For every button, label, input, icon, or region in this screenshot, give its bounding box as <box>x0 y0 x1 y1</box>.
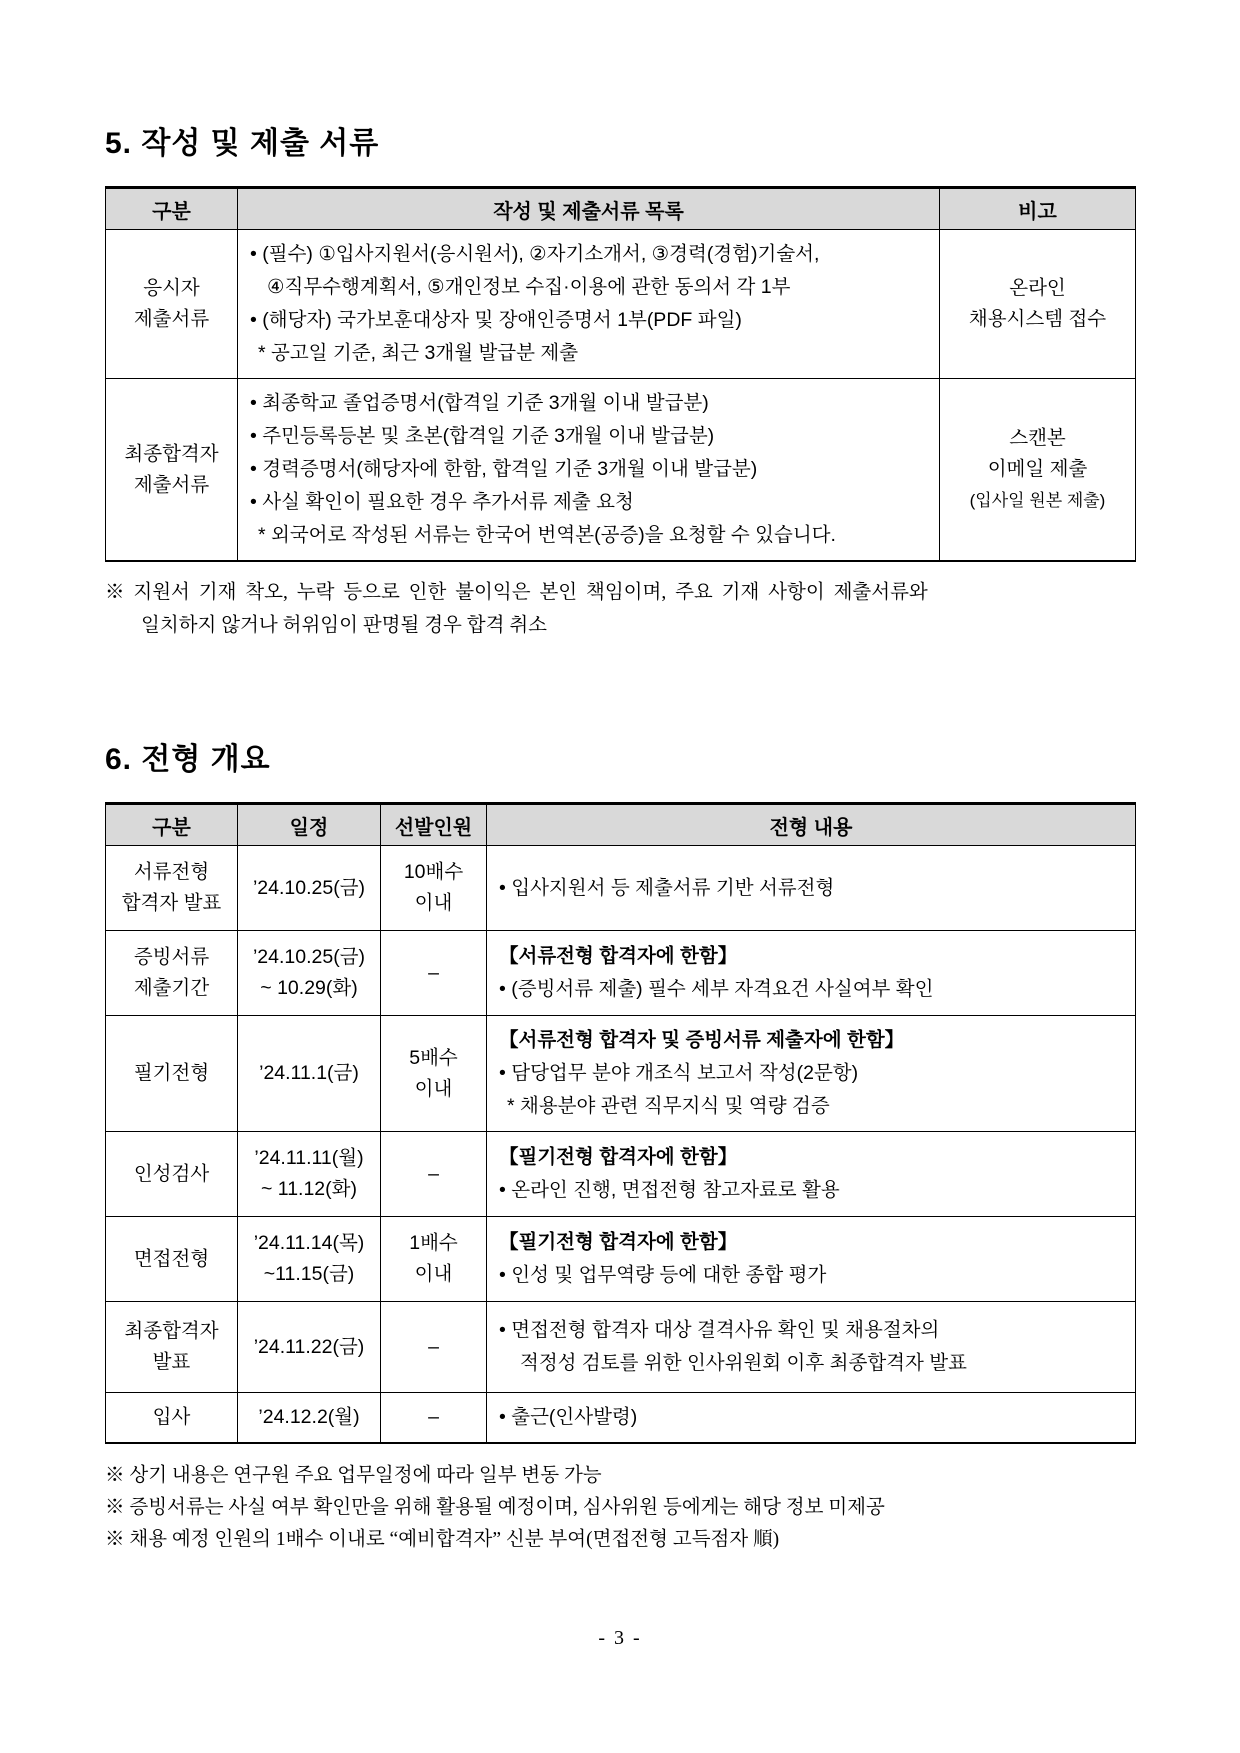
row-quota: – <box>381 1132 487 1217</box>
col-header-remark: 비고 <box>940 188 1136 230</box>
table-row-doc-screening <box>106 846 1136 931</box>
col-header-doc-list: 작성 및 제출서류 목록 <box>238 188 940 230</box>
row-category: 서류전형 합격자 발표 <box>106 846 238 931</box>
table-row-evidence-docs <box>106 931 1136 1016</box>
note-line: ※ 증빙서류는 사실 여부 확인만을 위해 활용될 예정이며, 심사위원 등에게는 해당 정보 미제공 <box>105 1497 885 1518</box>
col-header-category: 구분 <box>106 804 238 846</box>
row-schedule: ’24.11.14(목) ~11.15(금) <box>238 1217 381 1302</box>
table-row-applicant-docs <box>106 230 1136 379</box>
row-remark: 스캔본 이메일 제출 (입사일 원본 제출) <box>940 379 1136 562</box>
note-line: ※ 채용 예정 인원의 1배수 이내로 “예비합격자” 신분 부여(면접전형 고득점자 順) <box>105 1529 780 1550</box>
row-category: 면접전형 <box>106 1217 238 1302</box>
section5-note: ※ 지원서 기재 착오, 누락 등으로 인한 불이익은 본인 책임이며, 주요 기재 사항이 제출서류와 일치하지 않거나 허위임이 판명될 경우 합격 취소 <box>105 582 928 636</box>
row-category: 입사 <box>106 1393 238 1444</box>
row-content: • 최종학교 졸업증명서(합격일 기준 3개월 이내 발급분) • 주민등록등본 및 초본(합격일 기준 3개월 이내 발급분) • 경력증명서(해당자에 한함, 합격일 기준 3개월 이내 발급분) • 사실 확인이 필요한 경우 추가서류 제출 요청 * 외국어로 작성된 서류는 한국어 번역본(공증)을 요청할 수 있습니다. <box>238 379 940 562</box>
row-quota: 1배수 이내 <box>381 1217 487 1302</box>
table-row-interview <box>106 1217 1136 1302</box>
row-category: 증빙서류 제출기간 <box>106 931 238 1016</box>
row-schedule: ’24.11.22(금) <box>238 1302 381 1393</box>
page-number: - 3 - <box>598 1627 642 1649</box>
section5-title: 5. 작성 및 제출 서류 <box>105 127 380 160</box>
row-quota: 5배수 이내 <box>381 1016 487 1132</box>
row-category: 최종합격자 제출서류 <box>106 379 238 562</box>
row-content: • (필수) ①입사지원서(응시원서), ②자기소개서, ③경력(경험)기술서, ④직무수행계획서, ⑤개인정보 수집·이용에 관한 동의서 각 1부 • (해당자) 국가보훈대상자 및 장애인증명서 1부(PDF 파일) * 공고일 기준, 최근 3개월 발급분 제출 <box>238 230 940 379</box>
table-row-final-docs <box>106 379 1136 562</box>
table-row-joining <box>106 1393 1136 1444</box>
section6-notes <box>105 1460 1135 1556</box>
row-quota: – <box>381 1302 487 1393</box>
row-category: 인성검사 <box>106 1132 238 1217</box>
table-row-written-exam <box>106 1016 1136 1132</box>
col-header-category: 구분 <box>106 188 238 230</box>
row-quota: – <box>381 1393 487 1444</box>
row-schedule: ’24.10.25(금) ~ 10.29(화) <box>238 931 381 1016</box>
table-row-final-announcement <box>106 1302 1136 1393</box>
row-content: • 출근(인사발령) <box>487 1393 1136 1444</box>
row-quota: – <box>381 931 487 1016</box>
row-content: 【필기전형 합격자에 한함】 • 온라인 진행, 면접전형 참고자료로 활용 <box>487 1132 1136 1217</box>
table-header-row <box>106 804 1136 846</box>
table-row-personality-test <box>106 1132 1136 1217</box>
row-category: 필기전형 <box>106 1016 238 1132</box>
row-content: 【서류전형 합격자에 한함】 • (증빙서류 제출) 필수 세부 자격요건 사실여부 확인 <box>487 931 1136 1016</box>
row-remark: 온라인 채용시스템 접수 <box>940 230 1136 379</box>
row-schedule: ’24.11.11(월) ~ 11.12(화) <box>238 1132 381 1217</box>
row-category: 응시자 제출서류 <box>106 230 238 379</box>
row-content: 【서류전형 합격자 및 증빙서류 제출자에 한함】 • 담당업무 분야 개조식 보고서 작성(2문항) * 채용분야 관련 직무지식 및 역량 검증 <box>487 1016 1136 1132</box>
section6-title: 6. 전형 개요 <box>105 743 271 776</box>
submission-documents-table <box>105 186 1136 562</box>
row-schedule: ’24.10.25(금) <box>238 846 381 931</box>
col-header-schedule: 일정 <box>238 804 381 846</box>
row-schedule: ’24.12.2(월) <box>238 1393 381 1444</box>
note-line: ※ 상기 내용은 연구원 주요 업무일정에 따라 일부 변동 가능 <box>105 1465 602 1486</box>
row-content: • 면접전형 합격자 대상 결격사유 확인 및 채용절차의 적정성 검토를 위한 인사위원회 이후 최종합격자 발표 <box>487 1302 1136 1393</box>
row-content: • 입사지원서 등 제출서류 기반 서류전형 <box>487 846 1136 931</box>
row-content: 【필기전형 합격자에 한함】 • 인성 및 업무역량 등에 대한 종합 평가 <box>487 1217 1136 1302</box>
col-header-quota: 선발인원 <box>381 804 487 846</box>
col-header-details: 전형 내용 <box>487 804 1136 846</box>
row-category: 최종합격자 발표 <box>106 1302 238 1393</box>
selection-overview-table <box>105 802 1136 1444</box>
row-schedule: ’24.11.1(금) <box>238 1016 381 1132</box>
table-header-row <box>106 188 1136 230</box>
row-quota: 10배수 이내 <box>381 846 487 931</box>
